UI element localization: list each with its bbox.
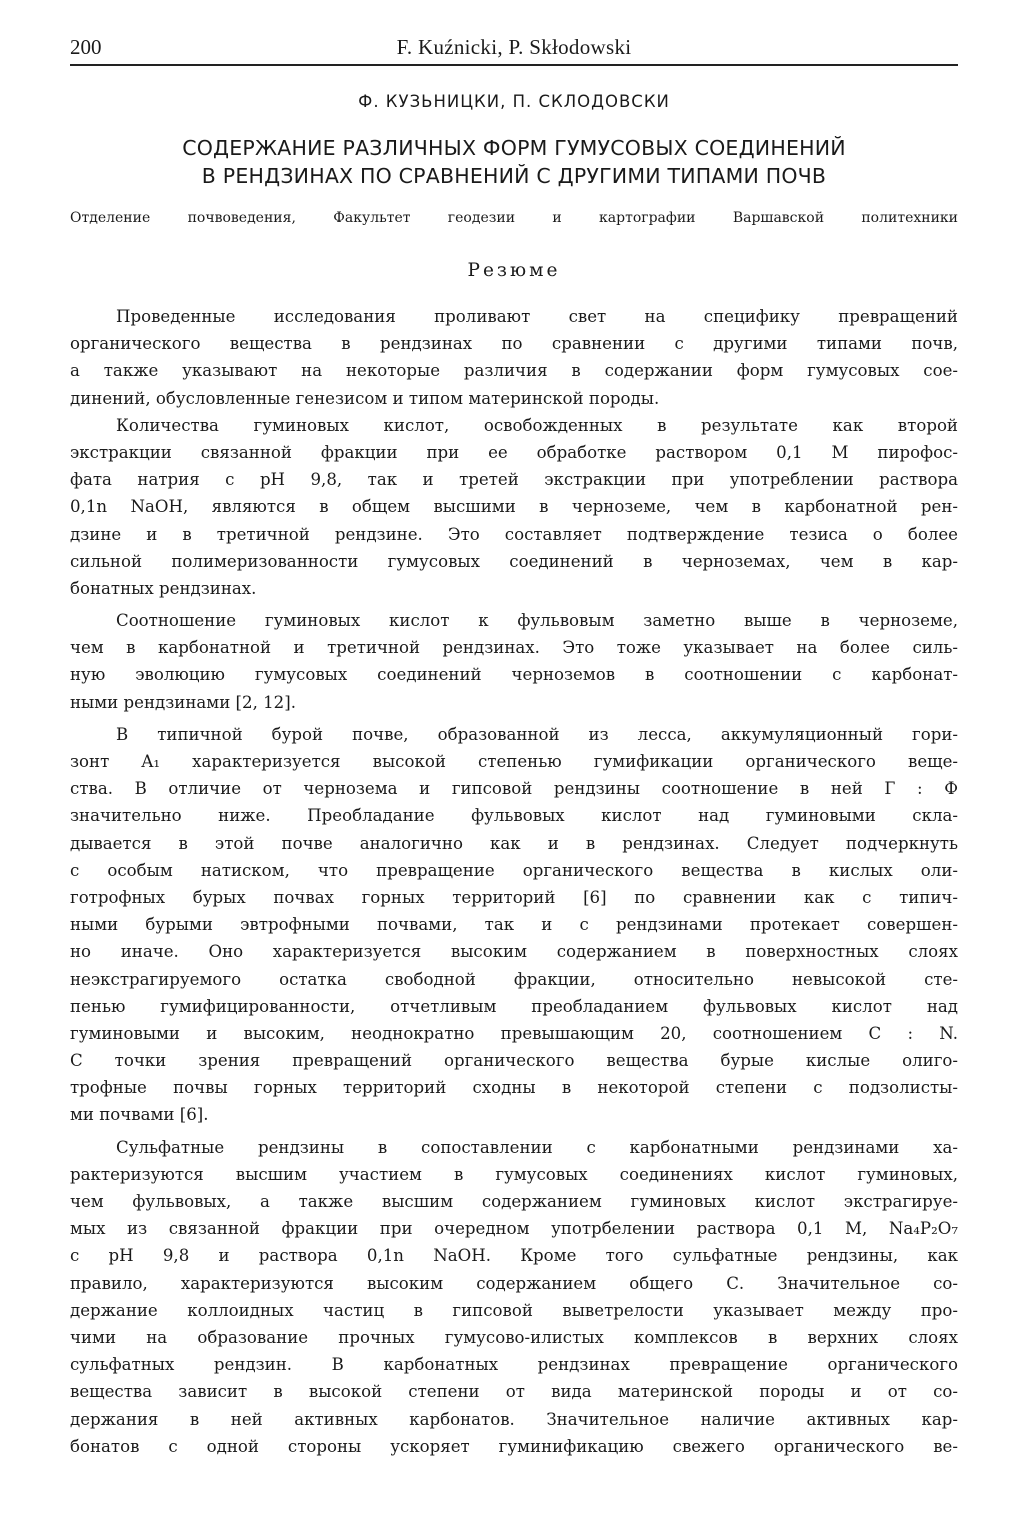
text-line: сильной полимеризованности гумусовых соединений в черноземах, чем в кар- <box>70 551 958 571</box>
text-line: фата натрия с pH 9,8, так и третей экстракции при употреблении раствора <box>70 470 958 490</box>
text-line: чими на образование прочных гумусово-илистых комплексов в верхних слоях <box>70 1327 958 1347</box>
text-line: динений, обусловленные генезисом и типом материнской породы. <box>70 388 660 408</box>
text-line: правило, характеризуются высоким содержанием общего С. Значительное со- <box>70 1273 958 1293</box>
text-line: а также указывают на некоторые различия в содержании форм гумусовых сое- <box>70 361 958 381</box>
header-rule <box>70 64 958 66</box>
text-line: зонт A₁ характеризуется высокой степенью гумификации органического веще- <box>70 752 958 771</box>
article-title <box>70 134 958 190</box>
text-line: вещества зависит в высокой степени от вида материнской породы и от со- <box>70 1382 958 1402</box>
text-line: сульфатных рендзин. В карбонатных рендзинах превращение органического <box>70 1355 958 1375</box>
text-line: пенью гумифицированности, отчетливым преобладанием фульвовых кислот над <box>70 996 958 1016</box>
text-line: Сульфатные рендзины в сопоставлении с карбонатными рендзинами ха- <box>116 1137 958 1157</box>
text-line: ми почвами [6]. <box>70 1105 209 1125</box>
paragraph <box>70 607 958 716</box>
paragraph <box>70 721 958 1129</box>
text-line: трофные почвы горных территорий сходны в некоторой степени с подзолисты- <box>70 1078 958 1098</box>
text-line: с pH 9,8 и раствора 0,1n NaOH. Кроме того сульфатные рендзины, как <box>70 1246 958 1266</box>
text-line: неэкстрагируемого остатка свободной фракции, относительно невысокой сте- <box>70 969 958 989</box>
text-line: 0,1n NaOH, являются в общем высшими в черноземе, чем в карбонатной рен- <box>70 497 958 517</box>
article-authors: Ф. КУЗЬНИЦКИ, П. СКЛОДОВСКИ <box>358 92 670 111</box>
section-heading: Резюме <box>467 260 561 281</box>
paragraph <box>70 412 958 602</box>
text-line: бонатных рендзинах. <box>70 578 257 598</box>
article-title-line: СОДЕРЖАНИЕ РАЗЛИЧНЫХ ФОРМ ГУМУСОВЫХ СОЕДИНЕНИЙ <box>182 136 846 160</box>
text-line: но иначе. Оно характеризуется высоким содержанием в поверхностных слоях <box>70 942 958 962</box>
text-line: Соотношение гуминовых кислот к фульвовым заметно выше в черноземе, <box>116 611 958 631</box>
text-line: ства. В отличие от чернозема и гипсовой рендзины соотношение в ней Г : Ф <box>70 779 958 799</box>
author-affiliation: Отделение почвоведения, Факультет геодезии и картографии Варшавской политехники <box>70 210 958 226</box>
text-line: дывается в этой почве аналогично как и в рендзинах. Следует подчеркнуть <box>70 833 958 853</box>
text-line: Количества гуминовых кислот, освобожденных в результате как второй <box>116 415 958 435</box>
text-line: Проведенные исследования проливают свет на специфику превращений <box>116 307 958 326</box>
text-line: ными бурыми эвтрофными почвами, так и с рендзинами протекает совершен- <box>70 915 958 935</box>
article-body <box>70 303 958 1460</box>
text-line: чем в карбонатной и третичной рендзинах. Это тоже указывает на более силь- <box>70 638 958 658</box>
text-line: с особым натиском, что превращение органического вещества в кислых оли- <box>70 860 958 880</box>
running-head-authors: F. Kuźnicki, P. Skłodowski <box>396 35 632 59</box>
text-line: дзине и в третичной рендзине. Это составляет подтверждение тезиса о более <box>70 524 958 544</box>
text-line: готрофных бурых почвах горных территорий [6] по сравнении как с типич- <box>70 887 958 907</box>
text-line: ную эволюцию гумусовых соединений черноземов в соотношении с карбонат- <box>70 665 958 685</box>
page-number: 200 <box>70 35 102 59</box>
text-line: держания в ней активных карбонатов. Значительное наличие активных кар- <box>70 1409 958 1429</box>
text-line: ными рендзинами [2, 12]. <box>70 692 296 712</box>
text-line: экстракции связанной фракции при ее обработке раствором 0,1 М пирофос- <box>70 442 958 462</box>
text-line: рактеризуются высшим участием в гумусовых соединениях кислот гуминовых, <box>70 1164 958 1184</box>
paragraph <box>70 1134 958 1460</box>
text-line: значительно ниже. Преобладание фульвовых кислот над гуминовыми скла- <box>70 806 958 826</box>
article-title-line: В РЕНДЗИНАХ ПО СРАВНЕНИЙ С ДРУГИМИ ТИПАМИ ПОЧВ <box>201 164 827 188</box>
text-line: бонатов с одной стороны ускоряет гуминификацию свежего органического ве- <box>70 1436 958 1456</box>
paragraph <box>70 303 958 412</box>
text-line: гуминовыми и высоким, неоднократно превышающим 20, соотношением C : N. <box>70 1023 958 1043</box>
text-line: чем фульвовых, а также высшим содержанием гуминовых кислот экстрагируе- <box>70 1192 958 1211</box>
text-line: органического вещества в рендзинах по сравнении с другими типами почв, <box>70 334 958 354</box>
text-line: С точки зрения превращений органического вещества бурые кислые олиго- <box>70 1051 958 1071</box>
text-line: В типичной бурой почве, образованной из лесса, аккумуляционный гори- <box>116 724 958 744</box>
running-head <box>70 33 958 61</box>
text-line: мых из связанной фракции при очередном употрбелении раствора 0,1 М, Na₄P₂O₇ <box>70 1219 958 1239</box>
text-line: держание коллоидных частиц в гипсовой выветрелости указывает между про- <box>70 1300 958 1320</box>
